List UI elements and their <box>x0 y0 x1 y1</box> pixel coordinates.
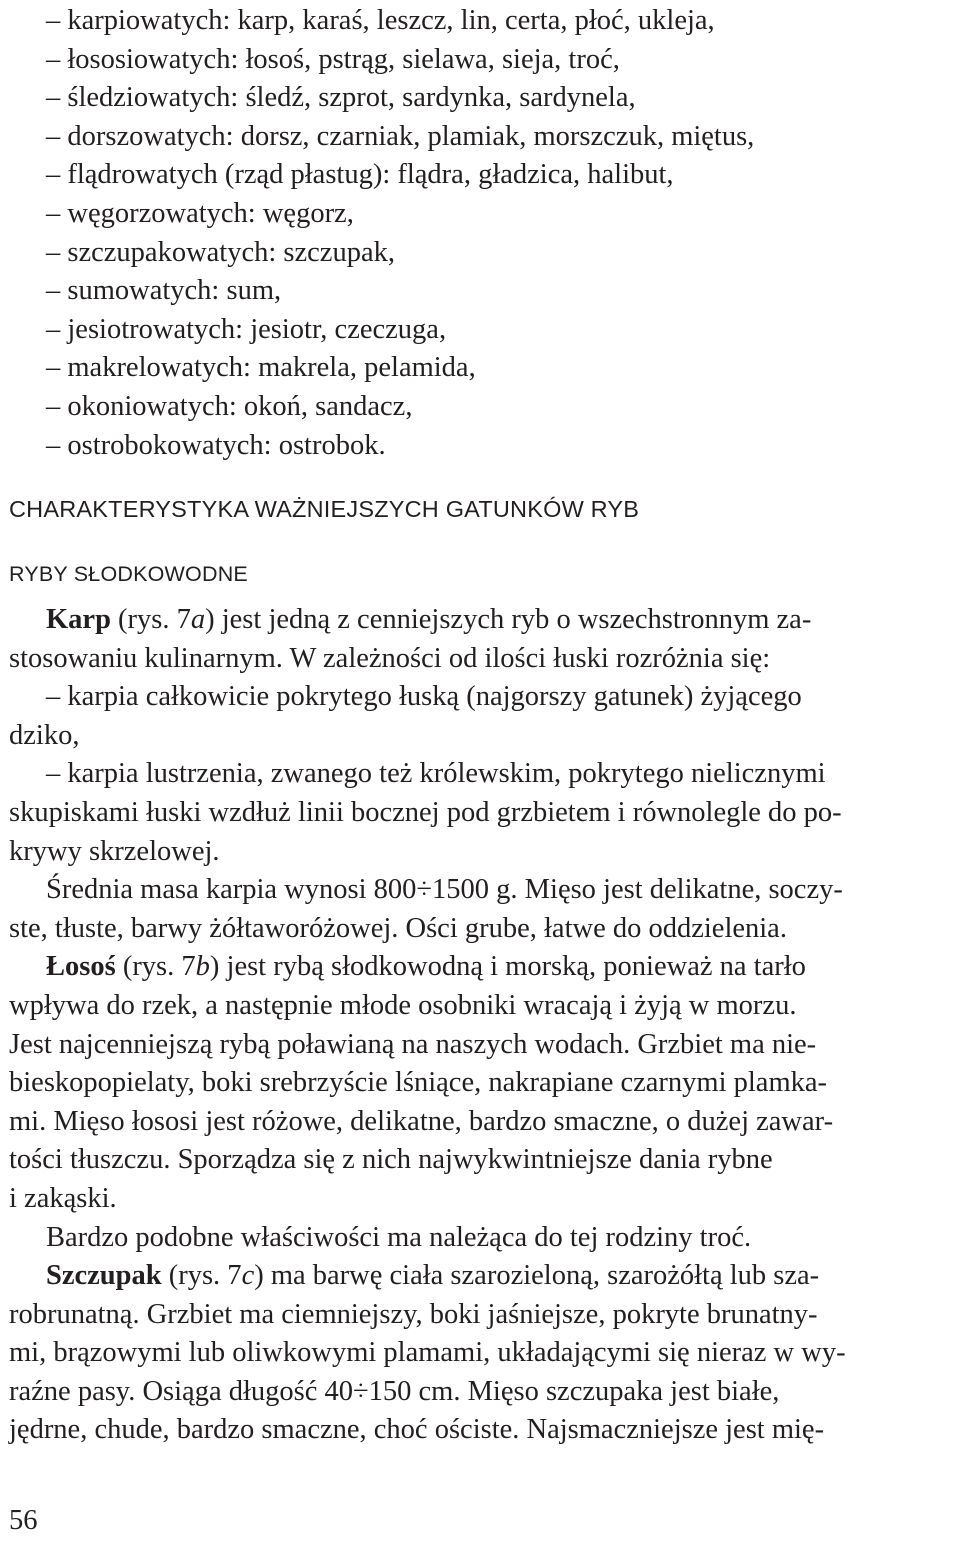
text-line <box>9 871 953 910</box>
text-line <box>9 1411 953 1450</box>
text-line <box>9 1180 953 1219</box>
ref-letter: b <box>195 951 210 983</box>
text-line <box>9 1103 953 1142</box>
line-text: wpływa do rzek, a następnie młode osobniki wracają i żyją w morzu. <box>9 989 797 1021</box>
ref-letter: a <box>190 604 206 635</box>
list-item: – karpiowatych: karp, karaś, leszcz, lin, certa, płoć, ukleja, <box>46 5 715 36</box>
karp-line-1 <box>46 601 811 640</box>
line-text: – karpia całkowicie pokrytego łuską (najgorszy gatunek) żyjącego <box>46 681 802 713</box>
text-line <box>9 640 953 679</box>
line-text: skupiskami łuski wzdłuż linii bocznej pod grzbietem i równolegle do po- <box>9 796 842 828</box>
text-line <box>9 1373 953 1412</box>
line-text: bieskopopielaty, boki srebrzyście lśniące, nakrapiane czarnymi plamka- <box>9 1067 827 1099</box>
list-item: – szczupakowatych: szczupak, <box>46 236 395 268</box>
list-item: – makrelowatych: makrela, pelamida, <box>46 352 476 384</box>
list-item: – śledziowatych: śledź, szprot, sardynka, sardynela, <box>46 82 636 114</box>
line-text: – karpia lustrzenia, zwanego też królewskim, pokrytego nielicznymi <box>46 758 826 790</box>
szczupak-line-1 <box>46 1257 819 1296</box>
list-item: – węgorzowatych: węgorz, <box>46 197 354 229</box>
text-line <box>9 1219 953 1258</box>
line-rest: ) ma barwę ciała szarozieloną, szarożółtą lub sza- <box>254 1260 820 1292</box>
text-line <box>9 794 953 833</box>
line-rest: ) jest jedną z cenniejszych ryb o wszechstronnym za- <box>205 604 812 635</box>
term-szczupak: Szczupak <box>46 1260 162 1292</box>
text-line <box>9 833 953 872</box>
losos-line-1 <box>46 948 806 987</box>
page-number: 56 <box>9 1505 38 1536</box>
fish-family-list <box>9 2 953 465</box>
text-line <box>9 910 953 949</box>
text-line <box>9 987 953 1026</box>
ref: (rys. 7 <box>122 951 196 983</box>
text-line <box>9 1064 953 1103</box>
line-text: Jest najcenniejszą rybą poławianą na naszych wodach. Grzbiet ma nie- <box>9 1028 817 1060</box>
line-text: robrunatną. Grzbiet ma ciemniejszy, boki jaśniejsze, pokryte brunatny- <box>9 1298 818 1330</box>
text-line <box>9 1334 953 1373</box>
list-item: – łososiowatych: łosoś, pstrąg, sielawa, sieja, troć, <box>46 43 620 75</box>
line-text: Bardzo podobne właściwości ma należąca do tej rodziny troć. <box>46 1221 752 1253</box>
line-text: i zakąski. <box>9 1182 117 1214</box>
list-item: – jesiotrowatych: jesiotr, czeczuga, <box>46 313 447 345</box>
line-text: mi, brązowymi lub oliwkowymi plamami, układającymi się nieraz w wy- <box>9 1337 846 1369</box>
list-item: – okoniowatych: okoń, sandacz, <box>46 390 413 422</box>
text-line <box>9 755 953 794</box>
term-losos: Łosoś <box>46 951 116 983</box>
text-line <box>9 1141 953 1180</box>
ref: (rys. 7 <box>118 604 191 635</box>
list-item: – ostrobokowatych: ostrobok. <box>46 429 386 461</box>
text-line <box>9 601 953 640</box>
list-item: – sumowatych: sum, <box>46 275 282 307</box>
line-text: mi. Mięso łososi jest różowe, delikatne, bardzo smaczne, o dużej zawar- <box>9 1105 834 1137</box>
ref-letter: c <box>241 1260 255 1292</box>
text-line <box>9 1257 953 1296</box>
text-line <box>9 717 953 756</box>
list-item: – flądrowatych (rząd płastug): flądra, gładzica, halibut, <box>46 159 674 191</box>
line-text: krywy skrzelowej. <box>9 835 220 867</box>
term-karp: Karp <box>46 604 111 635</box>
line-text: ste, tłuste, barwy żółtaworóżowej. Ości grube, łatwe do oddzielenia. <box>9 912 787 944</box>
line-text: dziko, <box>9 719 80 751</box>
text-line <box>9 948 953 987</box>
body-text <box>9 601 953 1450</box>
ref: (rys. 7 <box>168 1260 242 1292</box>
list-item: – dorszowatych: dorsz, czarniak, plamiak, morszczuk, miętus, <box>46 120 755 152</box>
line-text: Średnia masa karpia wynosi 800÷1500 g. Mięso jest delikatne, soczy- <box>46 874 843 906</box>
text-line <box>9 1026 953 1065</box>
section-heading: CHARAKTERYSTYKA WAŻNIEJSZYCH GATUNKÓW RYB <box>9 496 640 522</box>
line-rest: ) jest rybą słodkowodną i morską, ponieważ na tarło <box>209 951 806 983</box>
line-text: jędrne, chude, bardzo smaczne, choć ościste. Najsmaczniejsze jest mię- <box>9 1414 825 1446</box>
subsection-heading: RYBY SŁODKOWODNE <box>9 562 248 586</box>
line-text: raźne pasy. Osiąga długość 40÷150 cm. Mięso szczupaka jest białe, <box>9 1375 780 1407</box>
text-line <box>9 1296 953 1335</box>
text-line <box>9 678 953 717</box>
line-text: stosowaniu kulinarnym. W zależności od ilości łuski rozróżnia się: <box>9 642 771 674</box>
line-text: tości tłuszczu. Sporządza się z nich najwykwintniejsze dania rybne <box>9 1144 773 1176</box>
